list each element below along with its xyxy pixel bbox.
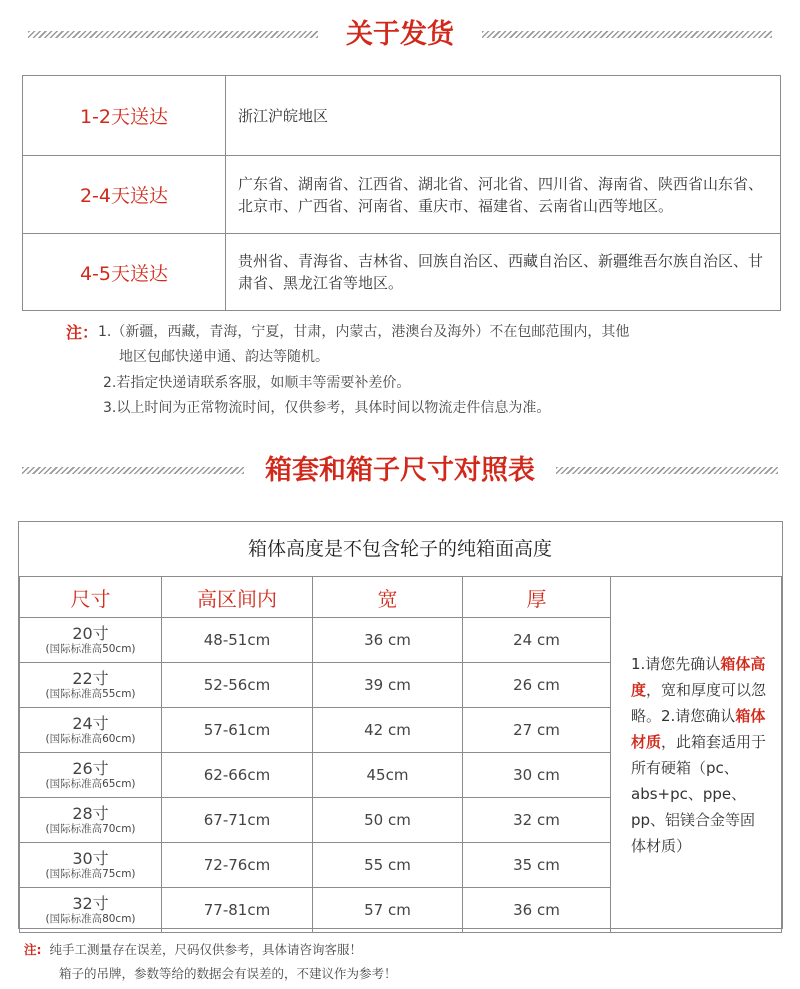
width-cell: 36 cm xyxy=(313,618,463,663)
size-standard: (国际标准高80cm) xyxy=(45,912,136,925)
shipping-days: 1-2天送达 xyxy=(23,76,226,156)
note-line: 地区包邮快递申通、韵达等随机。 xyxy=(119,349,329,365)
depth-cell: 35 cm xyxy=(463,843,611,888)
size-label: 32寸 xyxy=(72,893,109,913)
width-cell: 55 cm xyxy=(313,843,463,888)
size-standard: (国际标准高70cm) xyxy=(45,822,136,835)
size-cell xyxy=(20,798,162,843)
side-note-text: ，宽和厚度可以忽略。2.请您确认 xyxy=(631,680,767,725)
width-cell: 50 cm xyxy=(313,798,463,843)
depth-cell: 24 cm xyxy=(463,618,611,663)
size-label: 26寸 xyxy=(72,758,109,778)
footer-label: 注: xyxy=(24,942,42,957)
size-cell xyxy=(20,888,162,933)
size-standard: (国际标准高60cm) xyxy=(45,732,136,745)
height-cell: 77-81cm xyxy=(162,888,313,933)
size-cell xyxy=(20,708,162,753)
header-row xyxy=(20,577,782,618)
shipping-row xyxy=(23,234,781,311)
size-label: 28寸 xyxy=(72,803,109,823)
size-label: 22寸 xyxy=(72,668,109,688)
depth-cell: 27 cm xyxy=(463,708,611,753)
note-line: 2.若指定快递请联系客服，如顺丰等需要补差价。 xyxy=(103,375,411,391)
note-line: 3.以上时间为正常物流时间，仅供参考，具体时间以物流走件信息为准。 xyxy=(103,400,551,416)
size-grid xyxy=(19,576,782,933)
width-cell: 42 cm xyxy=(313,708,463,753)
highlight-text: 箱体材质 xyxy=(631,706,766,751)
size-standard: (国际标准高50cm) xyxy=(45,642,136,655)
note-line: 1.（新疆，西藏，青海，宁夏，甘肃，内蒙古，港澳台及海外）不在包邮范围内，其他 xyxy=(98,324,630,340)
height-cell: 48-51cm xyxy=(162,618,313,663)
side-note-text: 1.请您先确认 xyxy=(631,654,721,673)
shipping-row xyxy=(23,156,781,234)
size-cell xyxy=(20,843,162,888)
section-title-shipping: 关于发货 xyxy=(346,19,454,50)
depth-cell: 26 cm xyxy=(463,663,611,708)
height-cell: 72-76cm xyxy=(162,843,313,888)
shipping-area: 浙江沪皖地区 xyxy=(226,76,781,156)
footer-line xyxy=(24,938,397,962)
shipping-area: 广东省、湖南省、江西省、湖北省、河北省、四川省、海南省、陕西省山东省、北京市、广西省、河南省、重庆市、福建省、云南省山西等地区。 xyxy=(226,156,781,234)
height-cell: 57-61cm xyxy=(162,708,313,753)
side-note-text: ，此箱套适用于所有硬箱（pc、abs+pc、ppe、pp、铝镁合金等固体材质） xyxy=(631,732,767,855)
side-note xyxy=(611,577,782,933)
shipping-section-header xyxy=(0,15,800,55)
notes-label: 注： xyxy=(66,323,99,342)
height-cell: 62-66cm xyxy=(162,753,313,798)
column-header: 厚 xyxy=(463,577,611,618)
size-standard: (国际标准高55cm) xyxy=(45,687,136,700)
size-comparison-table xyxy=(18,521,783,929)
size-section-header xyxy=(0,451,800,491)
column-header: 尺寸 xyxy=(20,577,162,618)
size-cell xyxy=(20,753,162,798)
size-label: 20寸 xyxy=(72,623,109,643)
shipping-table xyxy=(22,75,781,311)
highlight-text: 箱体高度 xyxy=(631,654,766,699)
shipping-days: 2-4天送达 xyxy=(23,156,226,234)
depth-cell: 36 cm xyxy=(463,888,611,933)
footer-notes xyxy=(24,938,397,986)
size-standard: (国际标准高65cm) xyxy=(45,777,136,790)
column-header: 高区间内 xyxy=(162,577,313,618)
height-cell: 67-71cm xyxy=(162,798,313,843)
footer-text: 箱子的吊牌，参数等给的数据会有误差的，不建议作为参考！ xyxy=(59,966,397,981)
depth-cell: 30 cm xyxy=(463,753,611,798)
column-header: 宽 xyxy=(313,577,463,618)
size-label: 30寸 xyxy=(72,848,109,868)
size-cell xyxy=(20,663,162,708)
width-cell: 45cm xyxy=(313,753,463,798)
width-cell: 39 cm xyxy=(313,663,463,708)
section-title-size: 箱套和箱子尺寸对照表 xyxy=(265,455,535,486)
size-standard: (国际标准高75cm) xyxy=(45,867,136,880)
height-cell: 52-56cm xyxy=(162,663,313,708)
footer-text: 纯手工测量存在误差，尺码仅供参考，具体请咨询客服！ xyxy=(49,942,362,957)
shipping-area: 贵州省、青海省、吉林省、回族自治区、西藏自治区、新疆维吾尔族自治区、甘肃省、黑龙江省等地区。 xyxy=(226,234,781,311)
size-label: 24寸 xyxy=(72,713,109,733)
shipping-row xyxy=(23,76,781,156)
size-cell xyxy=(20,618,162,663)
table-caption: 箱体高度是不包含轮子的纯箱面高度 xyxy=(19,522,781,577)
depth-cell: 32 cm xyxy=(463,798,611,843)
width-cell: 57 cm xyxy=(313,888,463,933)
shipping-days: 4-5天送达 xyxy=(23,234,226,311)
